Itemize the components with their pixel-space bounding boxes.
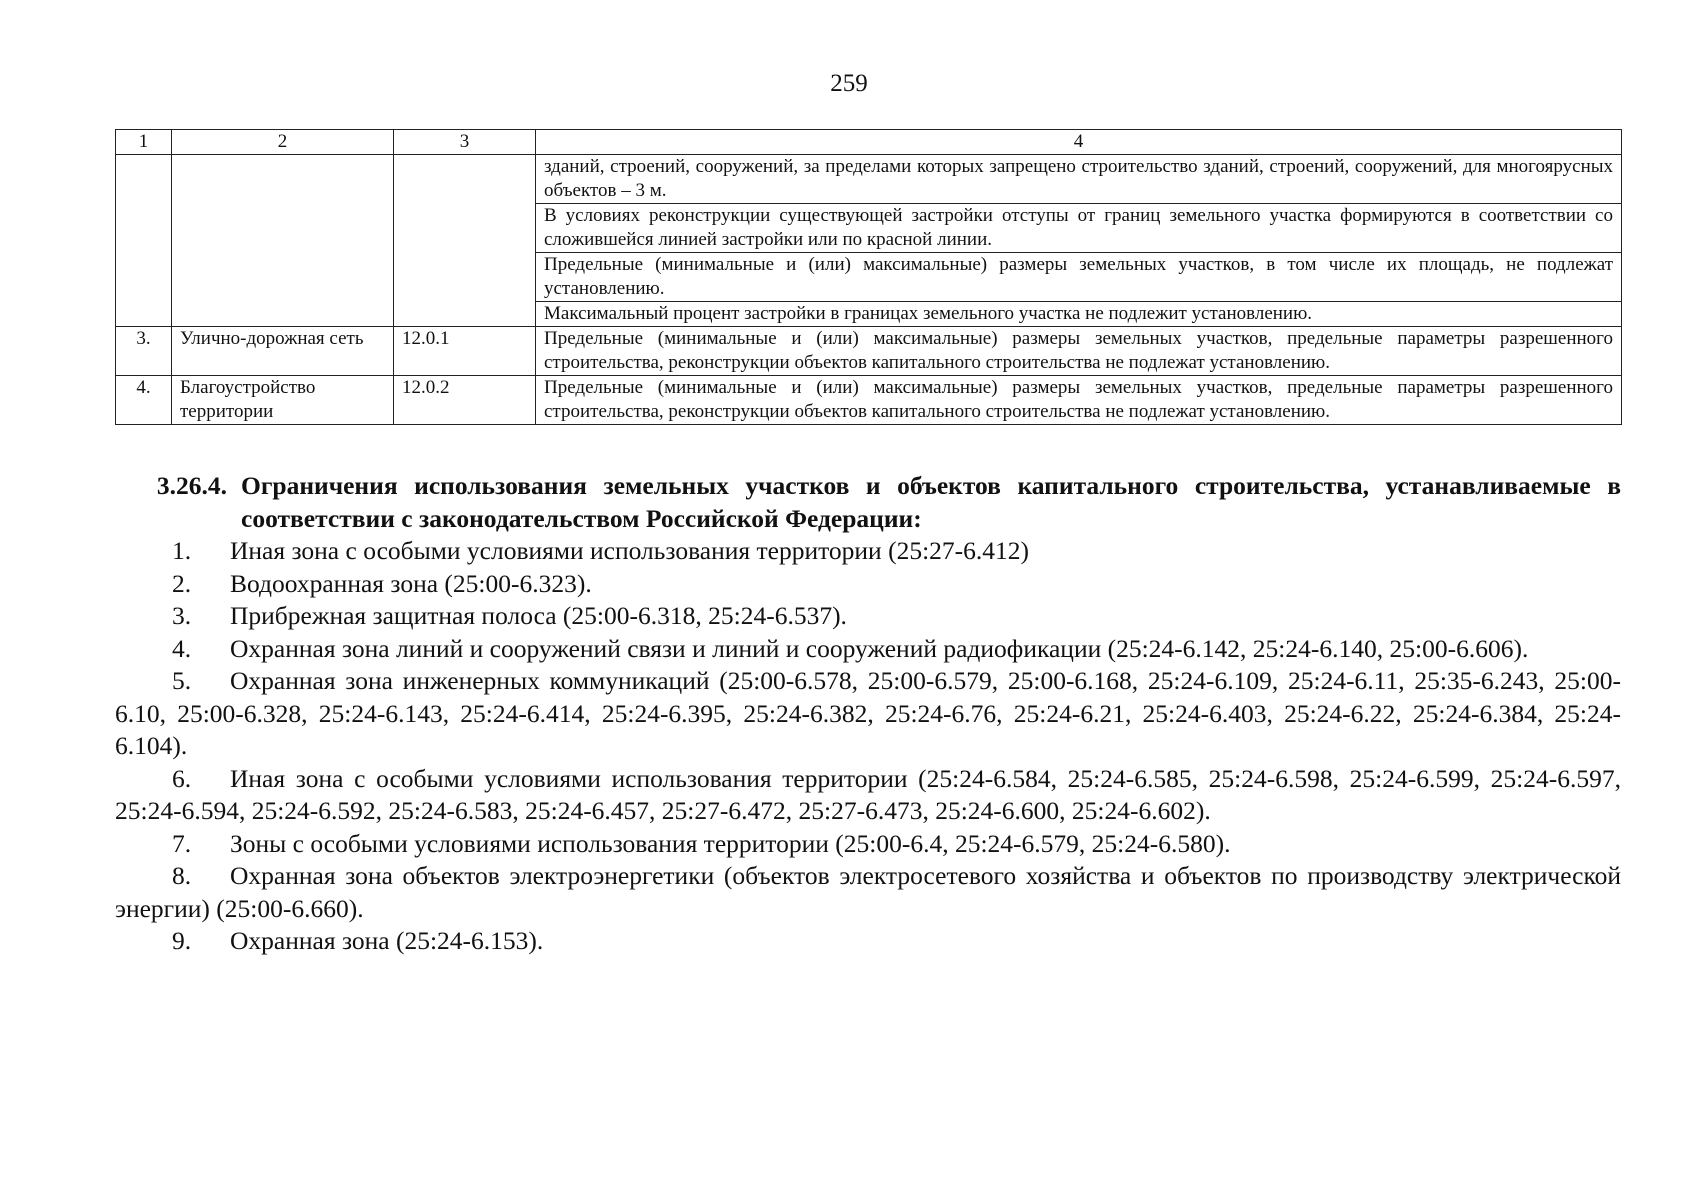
- restrictions-section: [115, 470, 1621, 958]
- list-item-number: 9.: [172, 926, 192, 955]
- list-item: [115, 568, 1621, 601]
- list-item: [115, 828, 1621, 861]
- page-number: 259: [830, 70, 868, 97]
- list-item-text: Прибрежная защитная полоса (25:00-6.318, 25:24-6.537).: [230, 601, 847, 630]
- table-header-row: [116, 130, 1622, 155]
- list-item-number: 1.: [172, 536, 192, 565]
- table-cell-empty: [394, 155, 536, 327]
- table-cell-description: Предельные (минимальные и (или) максимальные) размеры земельных участков, предельные параметры разрешенного строительства, реконструкции объектов капитального строительства не подлежат установлению.: [536, 376, 1622, 425]
- list-item-text: Охранная зона (25:24-6.153).: [230, 926, 544, 955]
- list-item: [115, 535, 1621, 568]
- table-row: [116, 155, 1622, 204]
- table-cell-empty: [172, 155, 394, 327]
- table-cell-description: В условиях реконструкции существующей застройки отступы от границ земельного участка формируются в соответствии со сложившейся линией застройки или по красной линии.: [536, 204, 1622, 253]
- list-item-number: 2.: [172, 568, 192, 598]
- list-item: [115, 600, 1621, 633]
- section-number: 3.26.4.: [156, 471, 227, 500]
- list-item-text: Водоохранная зона (25:00-6.323).: [230, 568, 592, 598]
- list-item-text: Охранная зона объектов электроэнергетики (объектов электросетевого хозяйства и объектов по производству электрической энергии) (25:00-6.660).: [115, 861, 1621, 923]
- table-row: [116, 376, 1622, 425]
- table-cell-empty: [116, 155, 172, 327]
- list-item: [115, 860, 1621, 925]
- list-item-text: Охранная зона инженерных коммуникаций (25:00-6.578, 25:00-6.579, 25:00-6.168, 25:24-6.109, 25:24-6.11, 25:35-6.243, 25:00-6.10, 25:00-6.328, 25:24-6.143, 25:24-6.414, 25:24-6.395, 25:24-6.382, 25:24-6.76, 25:24-6.21, 25:24-6.403, 25:24-6.22, 25:24-6.384, 25:24-6.104).: [115, 666, 1621, 760]
- list-item: [115, 763, 1621, 828]
- column-header: 3: [394, 130, 536, 155]
- list-item-text: Зоны с особыми условиями использования территории (25:00-6.4, 25:24-6.579, 25:24-6.580).: [230, 828, 1231, 858]
- table-cell-description: Предельные (минимальные и (или) максимальные) размеры земельных участков, в том числе их площадь, не подлежат установлению.: [536, 253, 1622, 302]
- section-heading: [115, 470, 1621, 535]
- column-header: 4: [536, 130, 1622, 155]
- table-cell-description: Максимальный процент застройки в границах земельного участка не подлежит установлению.: [536, 302, 1622, 327]
- table-cell-number: 3.: [116, 327, 172, 376]
- table-cell-code: 12.0.1: [394, 327, 536, 376]
- column-header: 2: [172, 130, 394, 155]
- table-row: [116, 327, 1622, 376]
- table-cell-name: Благоустройство территории: [172, 376, 394, 425]
- list-item-number: 6.: [172, 763, 192, 793]
- list-item-text: Иная зона с особыми условиями использования территории (25:27-6.412): [230, 536, 1030, 565]
- list-item-number: 8.: [172, 861, 192, 890]
- table-cell-number: 4.: [116, 376, 172, 425]
- list-item-number: 4.: [172, 633, 192, 663]
- list-item-number: 3.: [172, 601, 192, 630]
- table-cell-code: 12.0.2: [394, 376, 536, 425]
- column-header: 1: [116, 130, 172, 155]
- regulations-table: [115, 129, 1622, 425]
- section-title: Ограничения использования земельных участков и объектов капитального строительства, устанавливаемые в соответствии с законодательством Российской Федерации:: [241, 471, 1621, 533]
- table-cell-name: Улично-дорожная сеть: [172, 327, 394, 376]
- list-item: [115, 633, 1621, 666]
- list-item-text: Охранная зона линий и сооружений связи и линий и сооружений радиофикации (25:24-6.142, 25:24-6.140, 25:00-6.606).: [230, 633, 1529, 663]
- list-item: [115, 925, 1621, 958]
- table-cell-description: зданий, строений, сооружений, за пределами которых запрещено строительство зданий, строений, сооружений, для многоярусных объектов – 3 м.: [536, 155, 1622, 204]
- list-item-number: 7.: [172, 828, 192, 858]
- list-item-text: Иная зона с особыми условиями использования территории (25:24-6.584, 25:24-6.585, 25:24-6.598, 25:24-6.599, 25:24-6.597, 25:24-6.594, 25:24-6.592, 25:24-6.583, 25:24-6.457, 25:27-6.472, 25:27-6.473, 25:24-6.600, 25:24-6.602).: [115, 763, 1621, 825]
- table-cell-description: Предельные (минимальные и (или) максимальные) размеры земельных участков, предельные параметры разрешенного строительства, реконструкции объектов капитального строительства не подлежат установлению.: [536, 327, 1622, 376]
- list-item-number: 5.: [172, 666, 192, 695]
- list-item: [115, 665, 1621, 763]
